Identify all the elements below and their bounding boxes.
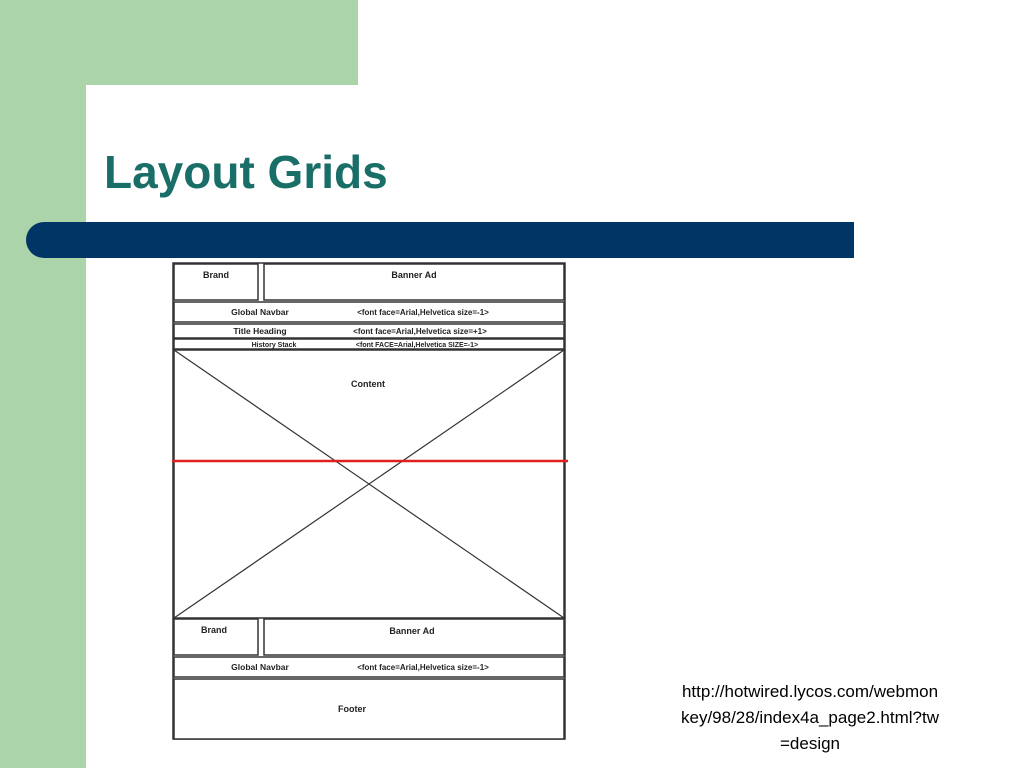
global-navbar-label: Global Navbar bbox=[231, 307, 289, 317]
history-stack-font-tag: <font FACE=Arial,Helvetica SIZE=-1> bbox=[355, 342, 479, 349]
source-url-line-1: http://hotwired.lycos.com/webmon bbox=[681, 682, 939, 701]
source-url-line-2: key/98/28/index4a_page2.html?tw bbox=[680, 708, 939, 727]
brand-label: Brand bbox=[202, 270, 230, 280]
content-label: Content bbox=[351, 379, 385, 389]
slide-title: Layout Grids bbox=[104, 146, 388, 198]
bottom-global-navbar-font-tag: <font face=Arial,Helvetica size=-1> bbox=[357, 663, 489, 672]
left-accent-band bbox=[0, 0, 86, 768]
bottom-banner-ad-label: Banner Ad bbox=[389, 626, 435, 636]
title-heading-label: Title Heading bbox=[233, 326, 287, 336]
top-accent-band bbox=[0, 0, 358, 85]
global-navbar-font-tag: <font face=Arial,Helvetica size=-1> bbox=[357, 308, 489, 317]
source-url-line-3: =design bbox=[779, 734, 841, 753]
bottom-banner-ad-box bbox=[264, 619, 564, 655]
bottom-brand-label: Brand bbox=[200, 625, 228, 635]
title-underline-bar bbox=[26, 222, 854, 258]
wireframe-diagram bbox=[170, 262, 568, 742]
banner-ad-label: Banner Ad bbox=[391, 270, 437, 280]
source-url[interactable] bbox=[650, 679, 970, 757]
bottom-global-navbar-label: Global Navbar bbox=[231, 662, 289, 672]
footer-area bbox=[174, 679, 564, 739]
history-stack-label: History Stack bbox=[251, 342, 297, 349]
layout-wireframe bbox=[170, 262, 568, 742]
title-heading-font-tag: <font face=Arial,Helvetica size=+1> bbox=[353, 327, 487, 336]
footer-label: Footer bbox=[338, 704, 366, 714]
